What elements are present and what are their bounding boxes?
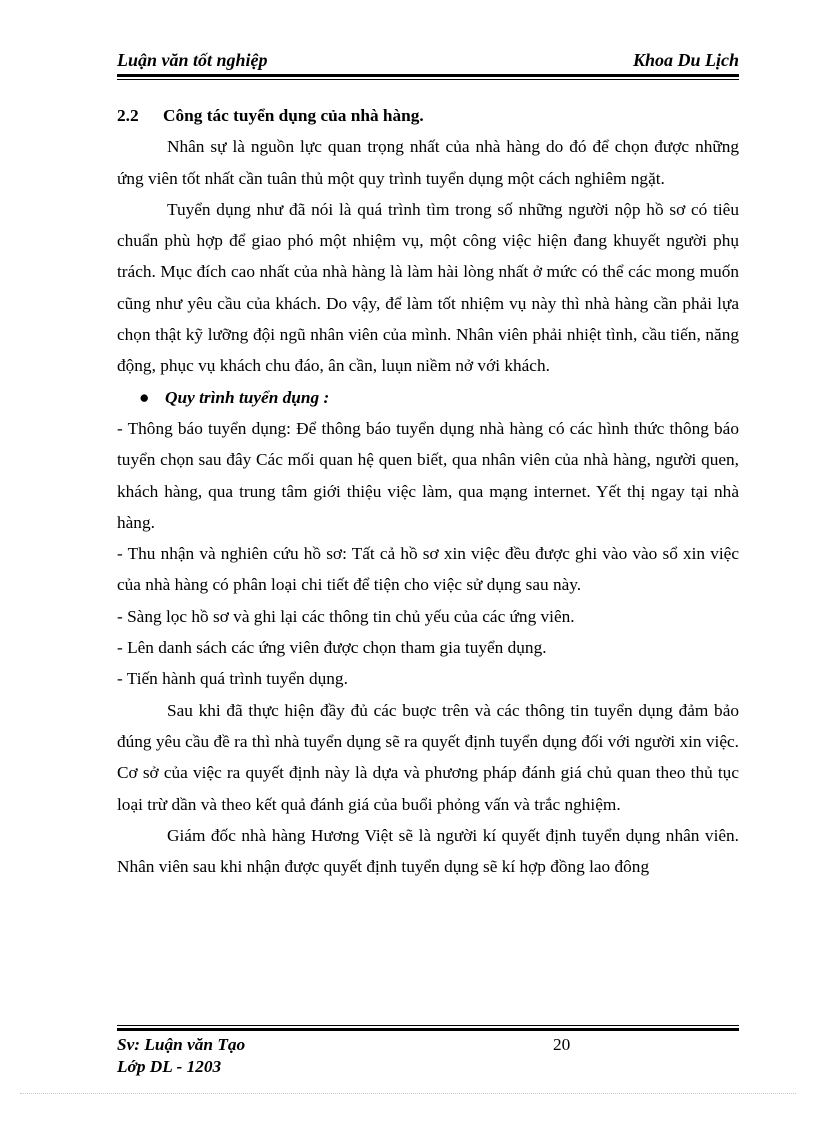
bullet-heading-text: Quy trình tuyển dụng : [165,387,330,407]
document-body [117,100,739,882]
page-number: 20 [553,1035,571,1054]
section-title: Công tác tuyển dụng của nhà hàng. [163,106,424,125]
footer-class: Lớp DL - 1203 [117,1057,222,1076]
footer-rule-thick [117,1028,739,1031]
bullet-heading [117,382,739,413]
header-rule-thick [117,74,739,77]
footer-author: Sv: Luận văn Tạo [117,1035,246,1054]
paragraph-director: Giám đốc nhà hàng Hương Việt sẽ là người kí quyết định tuyển dụng nhân viên. Nhân viên sau khi nhận được quyết định tuyển dụng sẽ kí hợp đồng lao đông [117,825,739,877]
bullet-icon: ● [139,387,150,407]
footer-rule-thin [117,1025,739,1026]
list-item: - Sàng lọc hồ sơ và ghi lại các thông tin chủ yếu của các ứng viên. [117,606,575,626]
list-item: - Tiến hành quá trình tuyển dụng. [117,669,348,689]
page-header [117,46,739,72]
list-item: - Thông báo tuyển dụng: Để thông báo tuyển dụng nhà hàng có các hình thức thông báo tuyển chọn sau đây Các mối quan hệ quen biết, qua nhân viên của nhà hàng, người quen, khách hàng, qua trung tâm giới thiệu việc làm, qua mạng internet. Yết thị ngay tại nhà hàng. [117,418,739,532]
section-heading [117,100,739,131]
list-item: - Thu nhận và nghiên cứu hồ sơ: Tất cả hồ sơ xin việc đều được ghi vào vào sổ xin việc của nhà hàng có phân loại chi tiết để tiện cho việc sử dụng sau này. [117,544,739,595]
paragraph-intro: Nhân sự là nguồn lực quan trọng nhất của nhà hàng do đó để chọn được những ứng viên tốt nhất cần tuân thủ một quy trình tuyển dụng một cách nghiêm ngặt. [117,137,739,188]
page-footer [117,1034,739,1078]
page-bottom-divider [20,1093,796,1094]
header-thesis-label: Luận văn tốt nghiệp [117,50,268,70]
paragraph-decision: Sau khi đã thực hiện đầy đủ các buợc trên và các thông tin tuyển dụng đảm bảo đúng yêu cầu đề ra thì nhà tuyển dụng sẽ ra quyết định tuyển dụng đối với người xin việc. Cơ sở của việc ra quyết định này là dựa và phương pháp đánh giá chủ quan theo thủ tục loại trừ dần và theo kết quả đánh giá của buổi phỏng vấn và trắc nghiệm. [117,700,739,814]
paragraph-recruitment-definition: Tuyển dụng như đã nói là quá trình tìm trong số những người nộp hồ sơ có tiêu chuẩn phù hợp để giao phó một nhiệm vụ, một công việc hiện đang khuyết người phụ trách. Mục đích cao nhất của nhà hàng là làm hài lòng nhất ở mức có thể các mong muốn cũng như yêu cầu của khách. Do vậy, để làm tốt nhiệm vụ này thì nhà hàng cần phải lựa chọn thật kỹ lưỡng đội ngũ nhân viên của mình. Nhân viên phải nhiệt tình, cầu tiến, năng động, phục vụ khách chu đáo, ân cần, luụn niềm nở với khách. [117,199,739,376]
header-rule-thin [117,79,739,80]
section-number: 2.2 [117,106,139,125]
list-item: - Lên danh sách các ứng viên được chọn tham gia tuyển dụng. [117,638,547,658]
header-faculty-label: Khoa Du Lịch [632,50,739,70]
